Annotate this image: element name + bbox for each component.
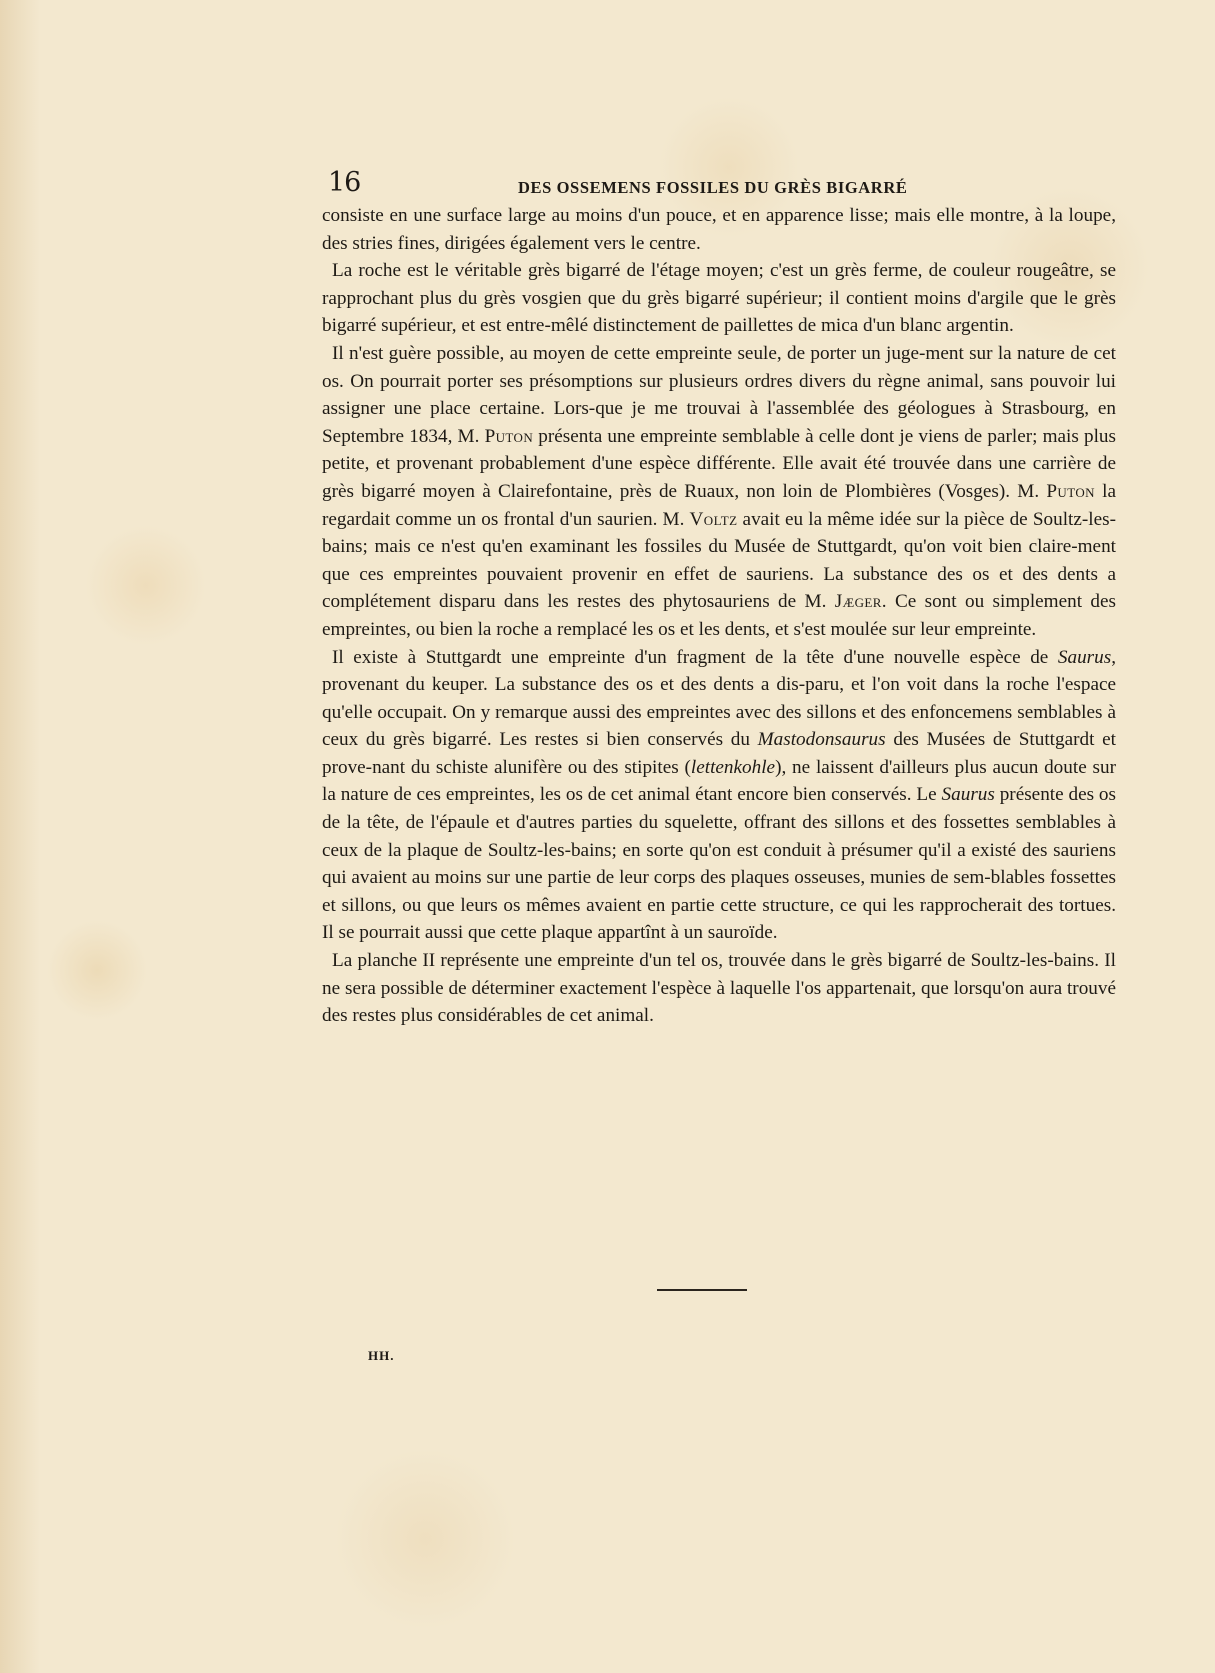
closing-rule bbox=[657, 1289, 747, 1291]
running-title: DES OSSEMENS FOSSILES DU GRÈS BIGARRÉ bbox=[518, 178, 908, 197]
page bbox=[322, 168, 1116, 1030]
paragraph-2: La roche est le véritable grès bigarré de l'étage moyen; c'est un grès ferme, de couleur rougeâtre, se rapprochant plus du grès vosgien que du grès bigarré supérieur; il contient moins d'argile que le grès bigarré supérieur, et est entre-mêlé distinctement de paillettes de mica d'un blanc argentin. bbox=[322, 260, 1116, 337]
paragraph-5: La planche II représente une empreinte d'un tel os, trouvée dans le grès bigarré de Soultz-les-bains. Il ne sera possible de déterminer exactement l'espèce à laquelle l'os appartenait, que lorsqu'on aura trouvé des restes plus considérables de cet animal. bbox=[322, 950, 1116, 1027]
paragraph-4 bbox=[322, 644, 1116, 948]
text-run: Il n'est guère possible, au moyen de cette empreinte seule, de porter un juge-ment sur la nature de cet os. On pourrait porter ses présomptions sur plusieurs ordres divers du règne animal, sans pouvoir lui assigner une place certaine. Lors-que je me trouvai à l'assemblée des géologues à Strasbourg, en Septembre 1834, M. bbox=[322, 342, 1116, 447]
paragraph-1: consiste en une surface large au moins d'un pouce, et en apparence lisse; mais elle montre, à la loupe, des stries fines, dirigées également vers le centre. bbox=[322, 205, 1116, 254]
author-name: Jæger bbox=[834, 591, 882, 613]
text-run: . Ce sont ou simplement des empreintes, ou bien la roche a remplacé les os et les dents, et s'est moulée sur leur empreinte. bbox=[322, 591, 1116, 640]
taxon-name: Saurus bbox=[941, 784, 995, 806]
text-run: ), ne laissent d'ailleurs plus aucun doute sur la nature de ces empreintes, les os de cet animal étant encore bien conservés. Le bbox=[322, 756, 1116, 806]
text-run: Il existe à Stuttgardt une empreinte d'un fragment de la tête d'une nouvelle espèce de bbox=[332, 646, 1058, 668]
term-italic: lettenkohle bbox=[690, 756, 776, 778]
taxon-name: Mastodonsaurus bbox=[757, 729, 886, 751]
taxon-name: Saurus bbox=[1057, 646, 1112, 668]
page-number: 16 bbox=[328, 167, 361, 198]
signature-mark: HH. bbox=[368, 1348, 395, 1363]
text-run: , provenant du keuper. La substance des os et des dents a dis-paru, et l'on voit dans la roche l'espace qu'elle occupait. On y remarque aussi des empreintes avec des sillons et des enfoncemens semblables à ceux du grès bigarré. Les restes si bien conservés du bbox=[322, 646, 1116, 751]
body-text bbox=[322, 202, 1116, 1030]
text-run: des Musées de Stuttgardt et prove-nant du schiste alunifère ou des stipites ( bbox=[322, 729, 1116, 778]
paragraph-3 bbox=[322, 340, 1116, 644]
author-name: Puton bbox=[1046, 480, 1095, 502]
author-name: Voltz bbox=[689, 508, 738, 530]
author-name: Puton bbox=[484, 425, 534, 447]
text-run: avait eu la même idée sur la pièce de Soultz-les-bains; mais ce n'est qu'en examinant les fossiles du Musée de Stuttgardt, qu'on voit bien claire-ment que ces empreintes pouvaient provenir en effet de sauriens. La substance des os et des dents a complétement disparu dans les restes des phytosauriens de M. bbox=[322, 508, 1116, 613]
text-run: présenta une empreinte semblable à celle dont je viens de parler; mais plus petite, et provenant probablement d'une espèce différente. Elle avait été trouvée dans une carrière de grès bigarré moyen à Clairefontaine, près de Ruaux, non loin de Plombières (Vosges). M. bbox=[322, 425, 1116, 502]
text-run: la regardait comme un os frontal d'un saurien. M. bbox=[322, 480, 1116, 530]
text-run: présente des os de la tête, de l'épaule et d'autres parties du squelette, offrant des sillons et des fossettes semblables à ceux de la plaque de Soultz-les-bains; en sorte qu'on est conduit à présumer qu'il a existé des sauriens qui avaient au moins sur une partie de leur corps des plaques osseuses, munies de sem-blables fossettes et sillons, ou que leurs os mêmes avaient en partie cette structure, ce qui les rapprocherait des tortues. Il se pourrait aussi que cette plaque appartînt à un sauroïde. bbox=[322, 784, 1116, 944]
running-head bbox=[322, 168, 1116, 202]
